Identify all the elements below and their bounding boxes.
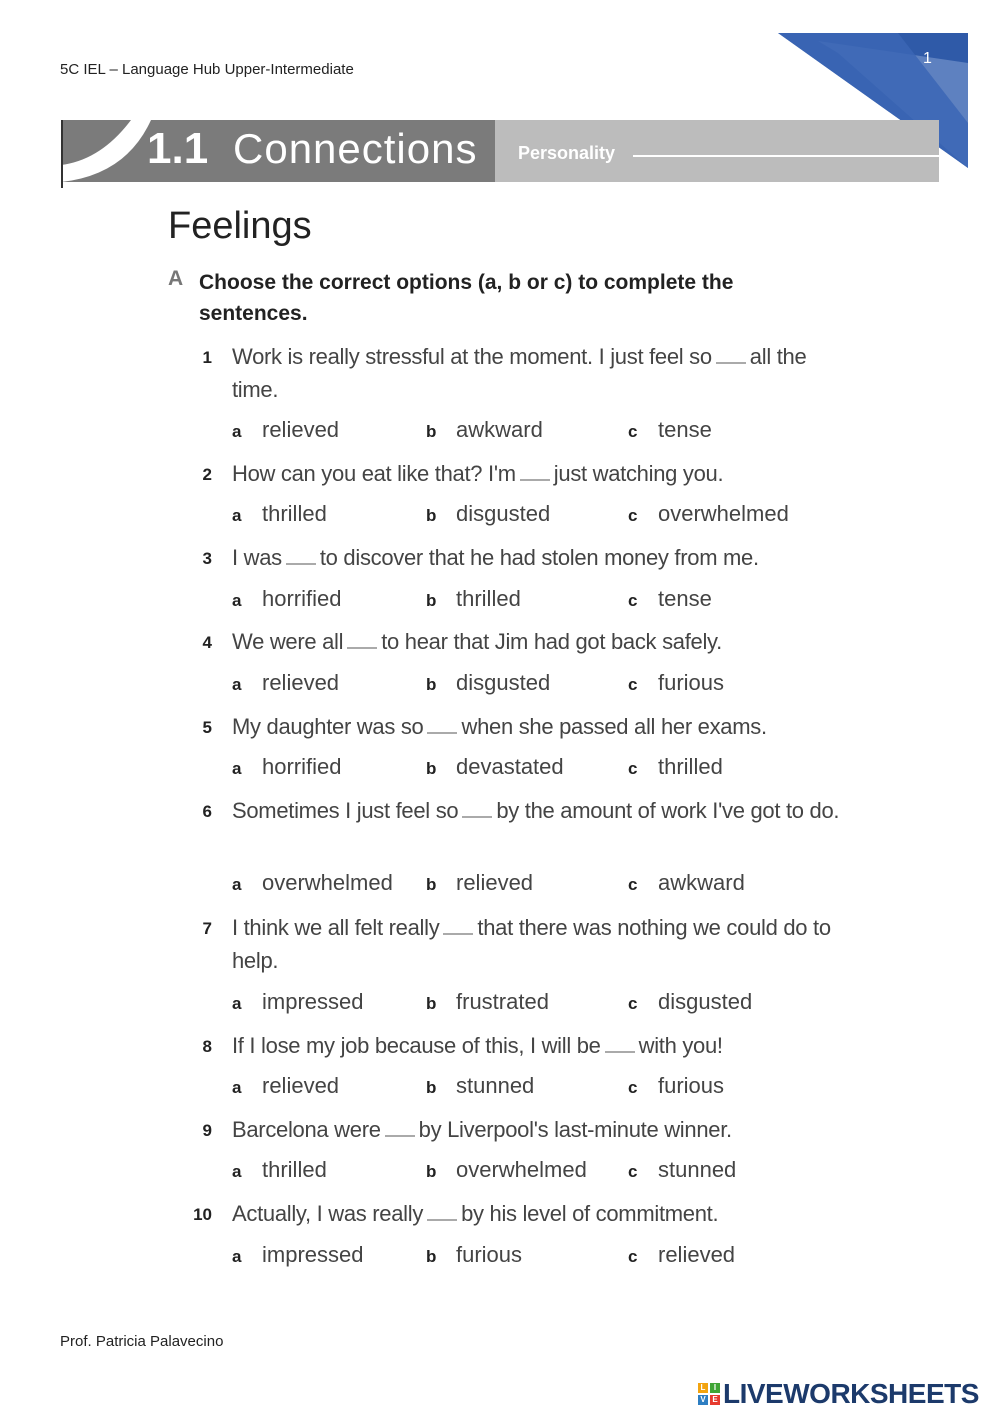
option-word: furious bbox=[658, 1073, 725, 1098]
unit-subtitle: Personality bbox=[518, 143, 616, 163]
question-number: 8 bbox=[202, 1037, 212, 1056]
question-text-after: by his level of commitment. bbox=[461, 1201, 719, 1226]
banner-rule bbox=[633, 155, 939, 157]
option-word: relieved bbox=[262, 417, 340, 442]
option-c[interactable] bbox=[628, 1242, 735, 1268]
logo-tile: V bbox=[698, 1395, 708, 1405]
unit-title: Connections bbox=[233, 125, 478, 172]
question-text-before: If I lose my job because of this, I will be bbox=[232, 1033, 601, 1058]
option-a[interactable] bbox=[232, 586, 341, 612]
option-word: tense bbox=[658, 586, 712, 611]
question-number: 4 bbox=[202, 633, 212, 652]
option-word: relieved bbox=[262, 1073, 340, 1098]
option-letter: b bbox=[426, 759, 437, 778]
option-word: thrilled bbox=[456, 586, 521, 611]
question-text-before: Sometimes I just feel so bbox=[232, 798, 459, 823]
option-word: disgusted bbox=[456, 670, 551, 695]
logo-tile: L bbox=[698, 1383, 708, 1393]
question-number: 2 bbox=[202, 465, 212, 484]
question-text-after: to hear that Jim had got back safely. bbox=[381, 629, 722, 654]
option-letter: c bbox=[628, 1078, 638, 1097]
question-number: 7 bbox=[202, 919, 212, 938]
answer-blank[interactable] bbox=[605, 1050, 635, 1053]
question-text bbox=[232, 794, 842, 827]
question-text bbox=[232, 911, 842, 977]
option-letter: c bbox=[628, 994, 638, 1013]
option-word: relieved bbox=[262, 670, 340, 695]
option-word: stunned bbox=[658, 1157, 737, 1182]
question-text-before: Actually, I was really bbox=[232, 1201, 424, 1226]
swoosh-graphic bbox=[61, 120, 151, 182]
question-text-before: We were all bbox=[232, 629, 344, 654]
option-letter: a bbox=[232, 994, 242, 1013]
footer-author: Prof. Patricia Palavecino bbox=[60, 1333, 224, 1350]
instruction-letter: A bbox=[168, 267, 184, 290]
option-b[interactable] bbox=[426, 1157, 587, 1183]
option-word: overwhelmed bbox=[456, 1157, 587, 1182]
option-a[interactable] bbox=[232, 417, 339, 443]
option-letter: b bbox=[426, 1162, 437, 1181]
question-text bbox=[232, 541, 842, 574]
option-word: awkward bbox=[658, 870, 745, 895]
option-letter: b bbox=[426, 506, 437, 525]
option-word: thrilled bbox=[658, 754, 723, 779]
question-number: 10 bbox=[193, 1205, 212, 1224]
option-a[interactable] bbox=[232, 1073, 339, 1099]
option-c[interactable] bbox=[628, 501, 789, 527]
option-a[interactable] bbox=[232, 989, 363, 1015]
question-number: 1 bbox=[202, 348, 212, 367]
option-letter: a bbox=[232, 875, 242, 894]
course-header: 5C IEL – Language Hub Upper-Intermediate bbox=[60, 61, 354, 78]
instruction-text: Choose the correct options (a, b or c) to complete the sentences. bbox=[199, 271, 734, 325]
option-word: frustrated bbox=[456, 989, 549, 1014]
option-a[interactable] bbox=[232, 1242, 363, 1268]
banner-dark-panel bbox=[61, 120, 495, 182]
option-letter: b bbox=[426, 875, 437, 894]
option-letter: b bbox=[426, 591, 437, 610]
option-b[interactable] bbox=[426, 670, 550, 696]
option-a[interactable] bbox=[232, 870, 393, 896]
question-text bbox=[232, 1113, 842, 1146]
option-letter: a bbox=[232, 591, 242, 610]
question-text-after: just watching you. bbox=[553, 461, 724, 486]
logo-tile: I bbox=[710, 1383, 720, 1393]
option-letter: c bbox=[628, 1162, 638, 1181]
option-b[interactable] bbox=[426, 1073, 534, 1099]
answer-blank[interactable] bbox=[427, 1218, 457, 1221]
unit-banner bbox=[61, 120, 939, 182]
option-a[interactable] bbox=[232, 501, 327, 527]
question-text bbox=[232, 340, 842, 406]
option-b[interactable] bbox=[426, 417, 543, 443]
question-number: 3 bbox=[202, 549, 212, 568]
option-c[interactable] bbox=[628, 1157, 736, 1183]
option-word: awkward bbox=[456, 417, 543, 442]
brand-name: LIVEWORKSHEETS bbox=[723, 1378, 979, 1409]
option-word: horrified bbox=[262, 586, 342, 611]
option-c[interactable] bbox=[628, 586, 712, 612]
unit-number: 1.1 bbox=[147, 124, 209, 173]
option-b[interactable] bbox=[426, 1242, 522, 1268]
option-b[interactable] bbox=[426, 501, 550, 527]
answer-blank[interactable] bbox=[427, 731, 457, 734]
option-letter: a bbox=[232, 1078, 242, 1097]
answer-blank[interactable] bbox=[443, 932, 473, 935]
option-c[interactable] bbox=[628, 754, 723, 780]
question-number: 5 bbox=[202, 718, 212, 737]
option-word: impressed bbox=[262, 989, 364, 1014]
option-letter: c bbox=[628, 675, 638, 694]
option-letter: b bbox=[426, 994, 437, 1013]
option-word: furious bbox=[658, 670, 725, 695]
question-text-before: Work is really stressful at the moment. I just feel so bbox=[232, 344, 712, 369]
question-text bbox=[232, 457, 842, 490]
question-number: 6 bbox=[202, 802, 212, 821]
question-text-after: with you! bbox=[638, 1033, 723, 1058]
option-c[interactable] bbox=[628, 870, 745, 896]
option-letter: a bbox=[232, 675, 242, 694]
option-word: disgusted bbox=[456, 501, 551, 526]
option-word: disgusted bbox=[658, 989, 753, 1014]
question-text bbox=[232, 710, 842, 743]
option-letter: a bbox=[232, 1162, 242, 1181]
option-word: horrified bbox=[262, 754, 342, 779]
question-text-before: I was bbox=[232, 545, 282, 570]
option-word: thrilled bbox=[262, 1157, 327, 1182]
liveworksheets-logo bbox=[698, 1377, 979, 1411]
option-letter: a bbox=[232, 1247, 242, 1266]
question-text bbox=[232, 1197, 842, 1230]
option-a[interactable] bbox=[232, 670, 339, 696]
question-text-after: that there was nothing we could do to help. bbox=[232, 915, 831, 973]
option-letter: c bbox=[628, 1247, 638, 1266]
question-text bbox=[232, 625, 842, 658]
answer-blank[interactable] bbox=[520, 478, 550, 481]
question-text-before: I think we all felt really bbox=[232, 915, 440, 940]
option-letter: c bbox=[628, 759, 638, 778]
question-text-after: by Liverpool's last-minute winner. bbox=[418, 1117, 732, 1142]
option-letter: c bbox=[628, 591, 638, 610]
option-letter: c bbox=[628, 506, 638, 525]
option-word: devastated bbox=[456, 754, 564, 779]
question-number: 9 bbox=[202, 1121, 212, 1140]
question-text-after: to discover that he had stolen money from me. bbox=[319, 545, 759, 570]
option-word: tense bbox=[658, 417, 712, 442]
answer-blank[interactable] bbox=[716, 361, 746, 364]
section-heading: Feelings bbox=[168, 205, 312, 247]
option-b[interactable] bbox=[426, 989, 549, 1015]
option-c[interactable] bbox=[628, 1073, 724, 1099]
option-a[interactable] bbox=[232, 754, 341, 780]
option-c[interactable] bbox=[628, 417, 712, 443]
option-letter: a bbox=[232, 506, 242, 525]
option-letter: a bbox=[232, 422, 242, 441]
option-b[interactable] bbox=[426, 870, 533, 896]
banner-edge bbox=[61, 120, 63, 188]
option-letter: b bbox=[426, 1078, 437, 1097]
question-text-before: How can you eat like that? I'm bbox=[232, 461, 516, 486]
option-word: relieved bbox=[456, 870, 534, 895]
question-text-before: Barcelona were bbox=[232, 1117, 381, 1142]
option-letter: c bbox=[628, 422, 638, 441]
option-b[interactable] bbox=[426, 754, 564, 780]
option-letter: b bbox=[426, 422, 437, 441]
question-text-after: by the amount of work I've got to do. bbox=[496, 798, 840, 823]
option-word: overwhelmed bbox=[658, 501, 789, 526]
option-word: thrilled bbox=[262, 501, 327, 526]
answer-blank[interactable] bbox=[286, 562, 316, 565]
answer-blank[interactable] bbox=[462, 815, 492, 818]
option-letter: a bbox=[232, 759, 242, 778]
logo-tile: E bbox=[710, 1395, 720, 1405]
option-word: relieved bbox=[658, 1242, 736, 1267]
page-number: 1 bbox=[923, 50, 932, 67]
option-letter: c bbox=[628, 875, 638, 894]
option-c[interactable] bbox=[628, 989, 752, 1015]
option-c[interactable] bbox=[628, 670, 724, 696]
question-text-after: when she passed all her exams. bbox=[461, 714, 767, 739]
option-word: furious bbox=[456, 1242, 523, 1267]
option-a[interactable] bbox=[232, 1157, 327, 1183]
option-word: overwhelmed bbox=[262, 870, 393, 895]
option-b[interactable] bbox=[426, 586, 521, 612]
option-letter: b bbox=[426, 675, 437, 694]
answer-blank[interactable] bbox=[385, 1134, 415, 1137]
question-text-before: My daughter was so bbox=[232, 714, 424, 739]
option-letter: b bbox=[426, 1247, 437, 1266]
option-word: stunned bbox=[456, 1073, 535, 1098]
question-text bbox=[232, 1029, 842, 1062]
answer-blank[interactable] bbox=[347, 646, 377, 649]
option-word: impressed bbox=[262, 1242, 364, 1267]
question-text-after: all the time. bbox=[232, 344, 807, 402]
logo-tiles-icon bbox=[698, 1383, 720, 1405]
